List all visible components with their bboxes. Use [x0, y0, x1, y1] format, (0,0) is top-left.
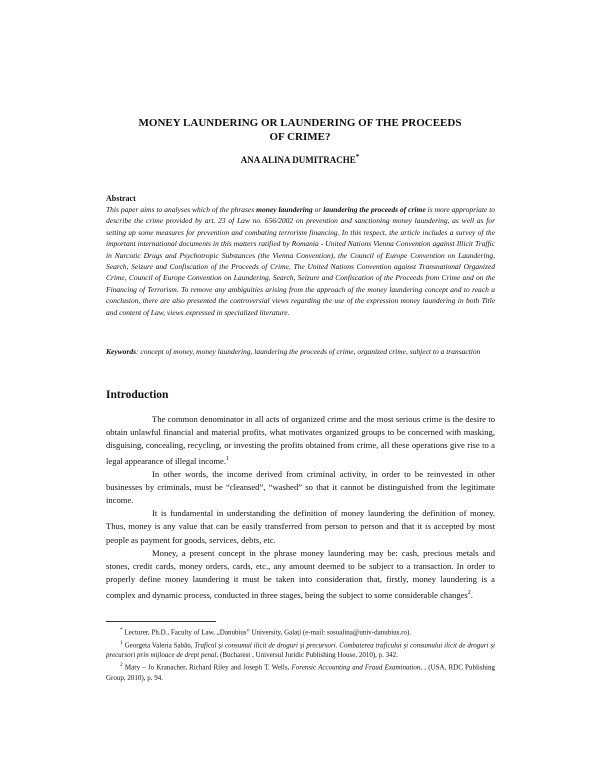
footnote-1-author: Georgeta Valeria Sabău,	[122, 640, 195, 649]
paragraph-4-end: .	[470, 589, 473, 600]
paper-title	[100, 116, 500, 144]
footnote-1-mark: 1	[120, 639, 123, 646]
footnote-2-mark: 2	[120, 662, 123, 669]
abstract-part-3: is more appropriate to describe the crime provided by art. 23 of Law no. 656/2002 on prevention and sanctioning money laundering, as well as for setting up some measures for prevention and combating terrorism financing. In this respect, the article includes a survey of the important international documents in this matters ratified by Romania - United Nations Vienna Convention against Illicit Traffic in Narcotic Drugs and Psychotropic Substances (the Vienna Convention), the Council of Europe Convention on Laundering, Search, Seizure and Confiscation of the Proceeds of Crime, The United Nations Convention against Transnational Organized Crime, Council of Europe Convention on Laundering, Search, Seizure and Confiscation of the Proceeds from Crime and on the Financing of Terrorism. To remove any ambiguities arising from the approach of the money laundering concept and to reach a conclusion, there are also presented the controversial views regarding the use of the expression money laundering in both Title and content of Law, views expressed in specialized literature.	[106, 205, 496, 317]
author-name	[100, 153, 500, 165]
paragraph-4-text: Money, a present concept in the phrase money laundering may be: cash, precious metals and stones, credit cards, money orders, cards, etc., any amount deemed to be subject to a transaction. In order to properly define money laundering it must be taken into consideration that, firstly, money laundering is a complex and dynamic process, conducted in three stages, being the subject to some considerable changes	[106, 547, 495, 600]
keywords-label: Keywords	[106, 347, 136, 356]
paragraph-1-text: The common denominator in all acts of organized crime and the most serious crime is the desire to obtain unlawful financial and material profits, what motivates organized groups to be concerned with masking, disguising, concealing, recycling, or investing the profits obtained from crime, all these operations give rise to a legal appearance of illegal income.	[106, 414, 495, 466]
title-line-2: OF CRIME?	[269, 131, 331, 143]
footnote-1-publisher: , (Bucharest , Universul Juridic Publishing House, 2010), p. 342.	[216, 651, 398, 660]
keywords	[106, 346, 495, 357]
abstract-bold-1: money laundering	[256, 205, 313, 214]
title-line-1: MONEY LAUNDERING OR LAUNDERING OF THE PROCEEDS	[138, 117, 462, 129]
footnote-author-mark: *	[120, 627, 123, 633]
footnote-divider	[106, 621, 216, 622]
abstract-text	[106, 204, 495, 318]
abstract-part-1: This paper aims to analyses which of the phrases	[106, 205, 257, 214]
footnote-2-title: Forensic Accounting and Fraud Examination	[291, 663, 421, 672]
footnote-2	[106, 660, 495, 683]
author-text: ANA ALINA DUMITRACHE	[240, 155, 356, 165]
keywords-text: : concept of money, money laundering, laundering the proceeds of crime, organized crime, subject to a transaction	[136, 347, 481, 356]
footnote-author-end: ).	[406, 628, 412, 637]
footnote-author-text: Lecturer, Ph.D., Faculty of Law, „Danubius” University, Galați (e-mail: sosualina@univ-danubius.ro	[122, 628, 407, 637]
paragraph-3: It is fundamental in understanding the definition of money laundering the definition of money. Thus, money is any value that can be easily transferred from person to person and that it is accepted by most people as payment for goods, services, debts, etc.	[106, 508, 495, 545]
body-text	[106, 413, 495, 602]
author-footnote-mark: *	[355, 153, 360, 161]
paragraph-4	[106, 547, 495, 602]
abstract-part-2: or	[312, 205, 324, 214]
footnote-author	[106, 625, 495, 638]
footnote-1-title: Traficul și consumul ilicit de droguri și precursori. Combaterea traficului și consumului ilicit de droguri și precursori prin mijloace de drept penal	[106, 640, 495, 660]
footnote-ref-1[interactable]: 1	[226, 455, 230, 462]
abstract-bold-2: laundering the proceeds of crime	[323, 205, 426, 214]
paragraph-1	[106, 413, 495, 468]
footnote-2-publisher: , , (USA, RDC Publishing Group, 2010), p. 94.	[106, 663, 496, 682]
abstract-heading: Abstract	[106, 194, 136, 203]
footnotes	[106, 625, 495, 683]
footnote-2-author: Mary – Jo Kranacher, Richard Riley and Joseph T. Wells,	[122, 663, 292, 672]
paragraph-2: In other words, the income derived from criminal activity, in order to be reinvested in other businesses by criminals, must be “cleansed”, “washed” so that it cannot be distinguished from the legitimate income.	[106, 468, 495, 506]
footnote-ref-2[interactable]: 2	[467, 589, 471, 596]
section-heading: Introduction	[106, 389, 169, 401]
footnote-1	[106, 638, 495, 661]
